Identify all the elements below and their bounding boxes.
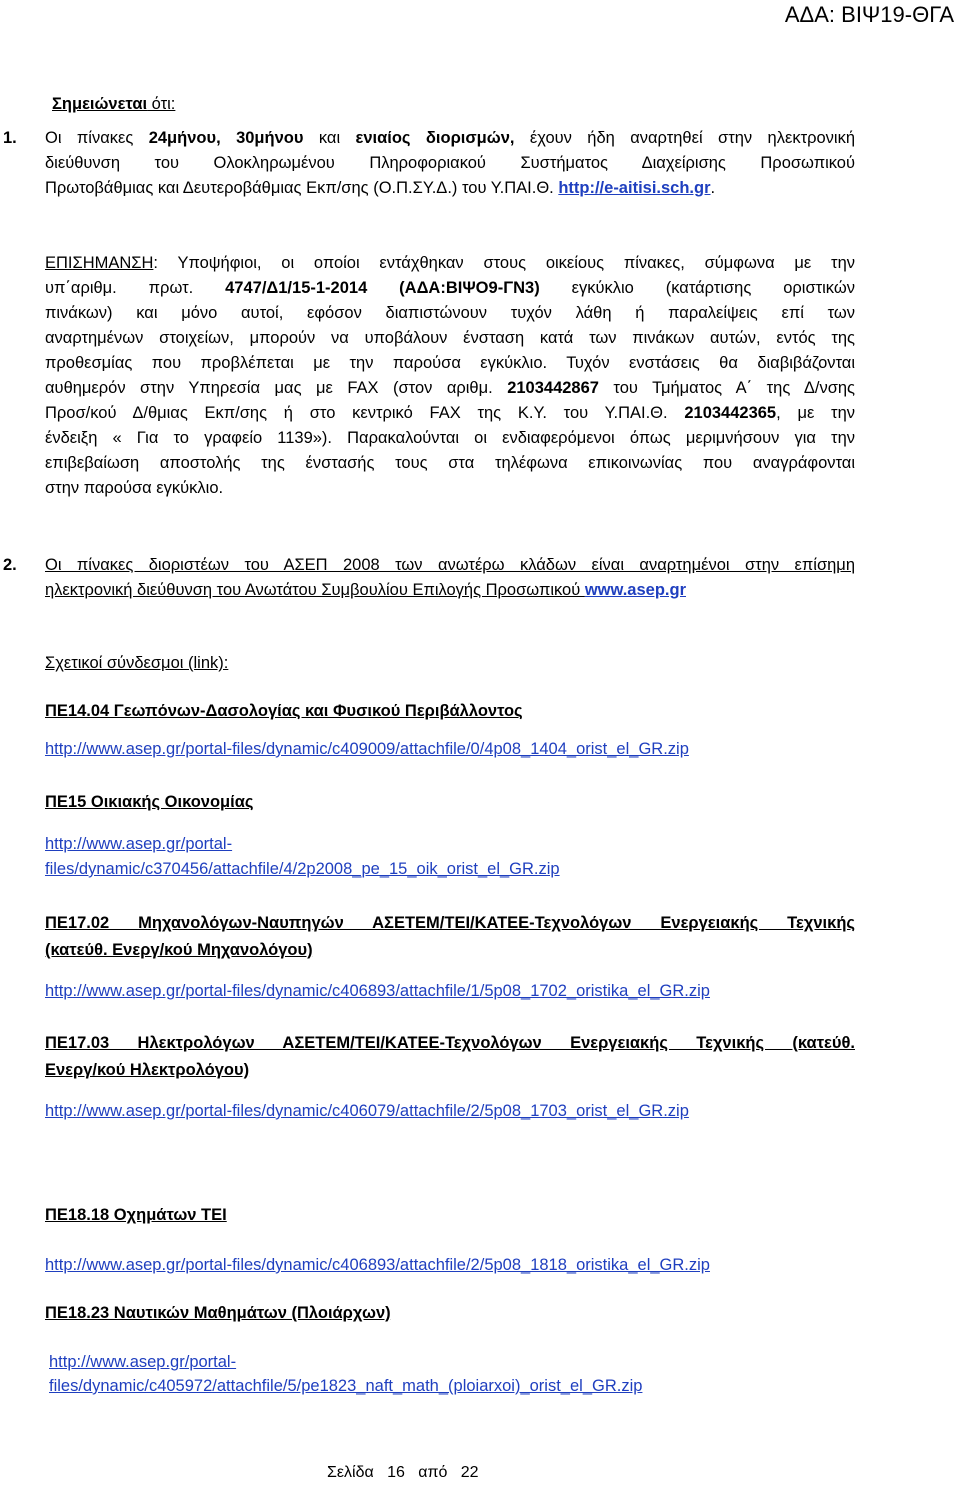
- notice-circular-ref: 4747/Δ1/15-1-2014 (ΑΔΑ:ΒΙΨΟ9-ΓΝ3): [225, 279, 540, 297]
- notice-text: Προσ/κού Δ/θμιας Εκπ/σης ή στο κεντρικό FAX της Κ.Υ. του Υ.ΠΑΙ.Θ.: [45, 404, 685, 422]
- item1-text: .: [710, 179, 716, 197]
- of-label: από: [418, 1464, 448, 1481]
- notice-text: του Τμήματος Α΄ της Δ/νσης: [598, 379, 856, 397]
- pe1702-heading-line1: ΠΕ17.02 Μηχανολόγων-Ναυπηγών ΑΣΕΤΕΜ/ΤΕΙ/ΚΑΤΕΕ-Τεχνολόγων Ενεργειακής Τεχνικής: [45, 914, 855, 932]
- pe1703-link[interactable]: http://www.asep.gr/portal-files/dynamic/c406079/attachfile/2/5p08_1703_orist_el_GR.zip: [45, 1102, 689, 1120]
- item1-bold-2: ενιαίος διορισμών,: [355, 129, 515, 147]
- item1-text: Οι πίνακες: [45, 129, 149, 147]
- notice-text: αυθημερόν στην Υπηρεσία μας με FAX (στον αριθμ.: [45, 379, 508, 397]
- notice-line10: στην παρούσα εγκύκλιο.: [45, 479, 224, 497]
- notes-intro: [52, 92, 175, 117]
- related-links-title: Σχετικοί σύνδεσμοι (link):: [45, 654, 229, 672]
- item1-line1: [45, 126, 855, 151]
- pe1404-link[interactable]: http://www.asep.gr/portal-files/dynamic/c409009/attachfile/0/4p08_1404_orist_el_GR.zip: [45, 740, 689, 758]
- notice-line5: προθεσμίας που προβλέπεται με την παρούσα εγκύκλιο. Τυχόν ενστάσεις θα διαβιβάζονται: [45, 354, 855, 372]
- item2-line1: Οι πίνακες διοριστέων του ΑΣΕΠ 2008 των ανωτέρω κλάδων είναι αναρτημένοι στην επίσημη: [45, 556, 855, 574]
- pe1404-heading: ΠΕ14.04 Γεωπόνων-Δασολογίας και Φυσικού Περιβάλλοντος: [45, 702, 523, 720]
- page-footer: [327, 1464, 479, 1482]
- notice-line4: αναρτημένων στοιχείων, μπορούν να υποβάλουν ένσταση κατά των πινάκων αυτών, εντός της: [45, 329, 855, 347]
- notice-line1: [45, 251, 855, 276]
- e-aitisi-link[interactable]: http://e-aitisi.sch.gr: [558, 179, 711, 197]
- item1-bold-1: 24μήνου, 30μήνου: [148, 129, 304, 147]
- item1-number: 1.: [3, 129, 17, 147]
- pe1702-heading-line2: (κατεύθ. Ενεργ/κού Μηχανολόγου): [45, 941, 313, 959]
- notice-line2: [45, 276, 855, 301]
- fax-number-1: 2103442867: [507, 379, 599, 397]
- page-label: Σελίδα: [327, 1464, 374, 1481]
- notice-line7: [45, 401, 855, 426]
- notice-label: ΕΠΙΣΗΜΑΝΣΗ: [45, 254, 154, 272]
- notice-line6: [45, 376, 855, 401]
- notes-intro-rest: ότι:: [147, 95, 176, 113]
- item1-text: έχουν ήδη αναρτηθεί στην ηλεκτρονική: [514, 129, 855, 147]
- notice-line9: επιβεβαίωση αποστολής της ένστασής τους στα τηλέφωνα επικοινωνίας που αναγράφονται: [45, 454, 855, 472]
- notice-line8: ένδειξη « Για το γραφείο 1139»). Παρακαλούνται οι ενδιαφερόμενοι όπως μεριμνήσουν για την: [45, 429, 855, 447]
- pe1818-link[interactable]: http://www.asep.gr/portal-files/dynamic/c406893/attachfile/2/5p08_1818_oristika_el_GR.zip: [45, 1256, 710, 1274]
- pe15-link-line1[interactable]: http://www.asep.gr/portal-: [45, 835, 233, 853]
- fax-number-2: 2103442365: [684, 404, 777, 422]
- pe15-link-line2[interactable]: files/dynamic/c370456/attachfile/4/2p2008_pe_15_oik_orist_el_GR.zip: [45, 860, 560, 878]
- pe1823-link-line1[interactable]: http://www.asep.gr/portal-: [49, 1353, 237, 1371]
- pe1823-link-line2[interactable]: files/dynamic/c405972/attachfile/5/pe1823_naft_math_(ploiarxoi)_orist_el_GR.zip: [49, 1377, 643, 1395]
- pe1823-heading: ΠΕ18.23 Ναυτικών Μαθημάτων (Πλοιάρχων): [45, 1304, 391, 1322]
- item2-number: 2.: [3, 556, 17, 574]
- pe15-heading: ΠΕ15 Οικιακής Οικονομίας: [45, 793, 254, 811]
- pe1703-heading-line2: Ενεργ/κού Ηλεκτρολόγου): [45, 1061, 250, 1079]
- pe1818-heading: ΠΕ18.18 Οχημάτων ΤΕΙ: [45, 1206, 227, 1224]
- item2-text: ηλεκτρονική διεύθυνση του Ανωτάτου Συμβουλίου Επιλογής Προσωπικού: [45, 581, 585, 599]
- asep-link[interactable]: www.asep.gr: [584, 581, 686, 599]
- ada-code: ΑΔΑ: ΒΙΨ19-ΘΓΑ: [784, 2, 954, 27]
- notes-intro-bold: Σημειώνεται: [52, 95, 148, 113]
- item2-line2: [45, 578, 686, 603]
- notice-text: : Υποψήφιοι, οι οποίοι εντάχθηκαν στους οικείους πίνακες, σύμφωνα με την: [153, 254, 855, 272]
- item1-text: Πρωτοβάθμιας και Δευτεροβάθμιας Εκπ/σης (Ο.Π.ΣΥ.Δ.) του Υ.ΠΑΙ.Θ.: [45, 179, 559, 197]
- page-total: 22: [460, 1464, 479, 1481]
- item1-line2: διεύθυνση του Ολοκληρωμένου Πληροφοριακού Συστήματος Διαχείρισης Προσωπικού: [45, 154, 855, 172]
- pe1703-heading-line1: ΠΕ17.03 Ηλεκτρολόγων ΑΣΕΤΕΜ/ΤΕΙ/ΚΑΤΕΕ-Τεχνολόγων Ενεργειακής Τεχνικής (κατεύθ.: [45, 1034, 855, 1052]
- item1-line3: [45, 176, 715, 201]
- notice-text: υπ΄αριθμ. πρωτ.: [45, 279, 226, 297]
- pe1702-link[interactable]: http://www.asep.gr/portal-files/dynamic/c406893/attachfile/1/5p08_1702_oristika_el_GR.zip: [45, 982, 710, 1000]
- item1-text: και: [303, 129, 356, 147]
- notice-text: , με την: [776, 404, 855, 422]
- page-number: 16: [387, 1464, 405, 1481]
- notice-line3: πινάκων) και μόνο αυτοί, εφόσον διαπιστώνουν τυχόν λάθη ή παραλείψεις επί των: [45, 304, 855, 322]
- notice-text: εγκύκλιο (κατάρτισης οριστικών: [539, 279, 855, 297]
